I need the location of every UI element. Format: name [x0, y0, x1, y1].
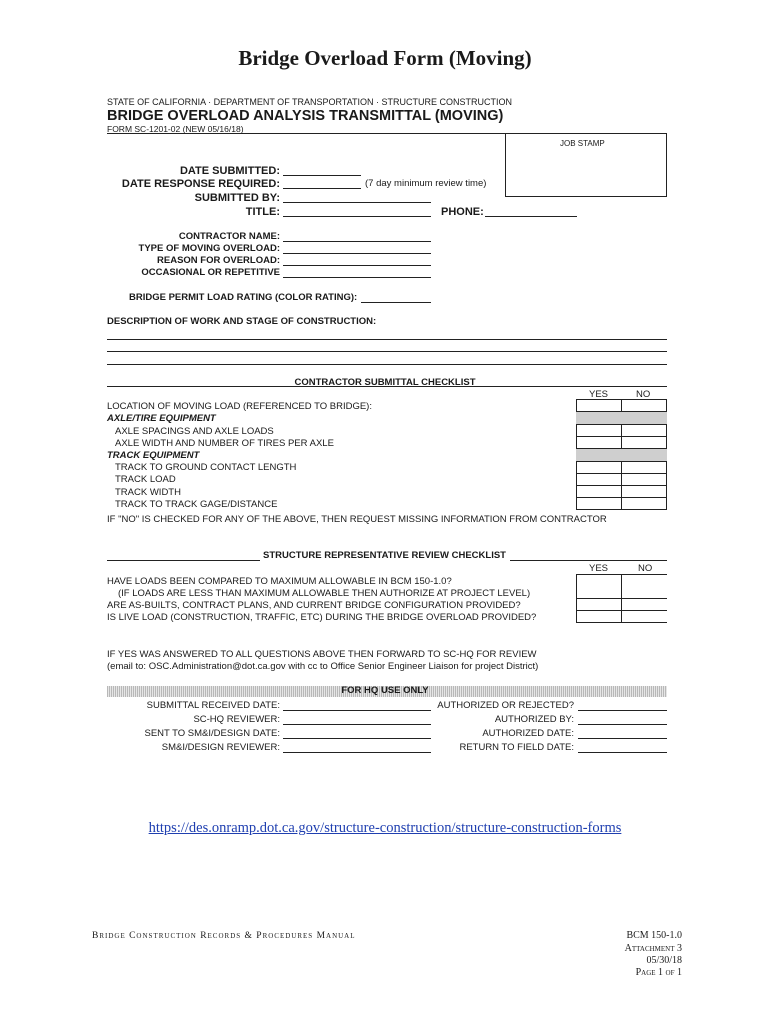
- hq-return-to-field-field[interactable]: [578, 740, 667, 753]
- structure-footer-line-2: (email to: OSC.Administration@dot.ca.gov with cc to Office Senior Engineer Liaison for project District): [107, 661, 539, 672]
- hq-smi-reviewer-field[interactable]: [283, 740, 431, 753]
- checklist-item-track-gage: TRACK TO TRACK GAGE/DISTANCE: [115, 499, 278, 510]
- submitted-by-label: SUBMITTED BY:: [194, 192, 280, 204]
- structure-no-header: NO: [638, 563, 653, 574]
- job-stamp-label: JOB STAMP: [560, 139, 605, 148]
- phone-label: PHONE:: [441, 206, 484, 218]
- moving-overload-type-label: TYPE OF MOVING OVERLOAD:: [138, 243, 280, 254]
- permit-load-rating-label: BRIDGE PERMIT LOAD RATING (COLOR RATING):: [129, 292, 358, 303]
- date-response-label: DATE RESPONSE REQUIRED:: [121, 178, 280, 190]
- footer-date: 05/30/18: [646, 955, 682, 966]
- hq-return-to-field-label: RETURN TO FIELD DATE:: [459, 742, 574, 753]
- description-line-2[interactable]: [107, 351, 667, 352]
- checklist-section-track: TRACK EQUIPMENT: [107, 450, 200, 461]
- checklist-item-axle-width: AXLE WIDTH AND NUMBER OF TIRES PER AXLE: [115, 438, 334, 449]
- checklist-item-axle-spacings: AXLE SPACINGS AND AXLE LOADS: [115, 426, 274, 437]
- hq-authorized-date-label: AUTHORIZED DATE:: [482, 728, 574, 739]
- hq-authorized-rejected-field[interactable]: [578, 698, 667, 711]
- structure-heading-rule-left: [107, 560, 260, 561]
- hq-authorized-by-label: AUTHORIZED BY:: [494, 714, 574, 725]
- no-cell-track-gage[interactable]: [621, 497, 667, 510]
- reason-for-overload-label: REASON FOR OVERLOAD:: [157, 255, 280, 266]
- hq-smi-reviewer-label: SM&I/DESIGN REVIEWER:: [161, 742, 280, 753]
- structure-item-live-load: IS LIVE LOAD (CONSTRUCTION, TRAFFIC, ETC) DURING THE BRIDGE OVERLOAD PROVIDED?: [107, 612, 537, 623]
- contractor-checklist-footer: IF "NO" IS CHECKED FOR ANY OF THE ABOVE, THEN REQUEST MISSING INFORMATION FROM CONTRACTOR: [107, 514, 607, 525]
- description-line-1[interactable]: [107, 339, 667, 340]
- hq-sc-hq-reviewer-label: SC-HQ REVIEWER:: [193, 714, 280, 725]
- structure-grid-row-3[interactable]: [576, 622, 667, 623]
- phone-field[interactable]: [485, 204, 577, 217]
- structure-yes-header: YES: [589, 563, 609, 574]
- track-section-shade: [576, 449, 667, 461]
- description-label: DESCRIPTION OF WORK AND STAGE OF CONSTRUCTION:: [107, 316, 377, 327]
- yes-cell-track-gage[interactable]: [576, 497, 622, 510]
- contractor-checklist-grid: [576, 399, 667, 511]
- form-title: BRIDGE OVERLOAD ANALYSIS TRANSMITTAL (MOVING): [107, 108, 504, 124]
- contractor-checklist-heading: CONTRACTOR SUBMITTAL CHECKLIST: [294, 377, 476, 388]
- contractor-no-header: NO: [636, 389, 651, 400]
- contractor-name-label: CONTRACTOR NAME:: [178, 231, 280, 242]
- document-title: Bridge Overload Form (Moving): [238, 46, 532, 70]
- checklist-item-location: LOCATION OF MOVING LOAD (REFERENCED TO BRIDGE):: [107, 401, 372, 412]
- hq-authorized-rejected-label: AUTHORIZED OR REJECTED?: [437, 700, 574, 711]
- hq-heading: FOR HQ USE ONLY: [341, 685, 429, 696]
- structure-checklist-grid: [576, 574, 667, 624]
- hq-submittal-received-label: SUBMITTAL RECEIVED DATE:: [146, 700, 280, 711]
- structure-footer-line-1: IF YES WAS ANSWERED TO ALL QUESTIONS ABOVE THEN FORWARD TO SC-HQ FOR REVIEW: [107, 649, 537, 660]
- title-field[interactable]: [283, 204, 431, 217]
- structure-grid-row-1[interactable]: [576, 598, 667, 599]
- yes-cell-location[interactable]: [576, 399, 622, 412]
- description-line-3[interactable]: [107, 364, 667, 365]
- date-submitted-label: DATE SUBMITTED:: [179, 165, 280, 177]
- contractor-yes-header: YES: [589, 389, 609, 400]
- hq-sent-to-smi-label: SENT TO SM&I/DESIGN DATE:: [144, 728, 280, 739]
- hq-authorized-date-field[interactable]: [578, 726, 667, 739]
- checklist-item-track-width: TRACK WIDTH: [115, 487, 181, 498]
- occasional-repetitive-label: OCCASIONAL OR REPETITIVE: [141, 267, 280, 278]
- date-submitted-field[interactable]: [283, 163, 361, 176]
- footer-page: Page 1 of 1: [635, 967, 682, 978]
- agency-line: STATE OF CALIFORNIA · DEPARTMENT OF TRANSPORTATION · STRUCTURE CONSTRUCTION: [107, 97, 513, 107]
- no-cell-location[interactable]: [621, 399, 667, 412]
- hq-sc-hq-reviewer-field[interactable]: [283, 712, 431, 725]
- occasional-repetitive-field[interactable]: [283, 265, 431, 278]
- date-response-field[interactable]: [283, 176, 361, 189]
- structure-heading-rule-right: [510, 560, 667, 561]
- hq-authorized-by-field[interactable]: [578, 712, 667, 725]
- footer-bcm: BCM 150-1.0: [626, 930, 682, 941]
- footer-manual-name: Bridge Construction Records & Procedures Manual: [92, 931, 356, 941]
- footer-attachment: Attachment 3: [624, 943, 682, 954]
- checklist-item-track-load: TRACK LOAD: [115, 474, 176, 485]
- submitted-by-field[interactable]: [283, 190, 431, 203]
- form-number: FORM SC-1201-02 (NEW 05/16/18): [107, 124, 244, 134]
- structure-item-loads-compared: HAVE LOADS BEEN COMPARED TO MAXIMUM ALLOWABLE IN BCM 150-1.0?: [107, 576, 452, 587]
- forms-link[interactable]: https://des.onramp.dot.ca.gov/structure-construction/structure-construction-forms: [148, 820, 622, 836]
- permit-load-rating-field[interactable]: [361, 290, 431, 303]
- checklist-item-track-contact: TRACK TO GROUND CONTACT LENGTH: [115, 462, 297, 473]
- hq-submittal-received-field[interactable]: [283, 698, 431, 711]
- structure-item-loads-less: (IF LOADS ARE LESS THAN MAXIMUM ALLOWABLE THEN AUTHORIZE AT PROJECT LEVEL): [118, 588, 531, 599]
- no-cell-axle-width[interactable]: [621, 436, 667, 449]
- title-label: TITLE:: [245, 206, 280, 218]
- yes-cell-axle-width[interactable]: [576, 436, 622, 449]
- hq-sent-to-smi-field[interactable]: [283, 726, 431, 739]
- structure-checklist-heading: STRUCTURE REPRESENTATIVE REVIEW CHECKLIST: [263, 550, 506, 561]
- axle-section-shade: [576, 412, 667, 424]
- checklist-section-axle: AXLE/TIRE EQUIPMENT: [107, 413, 216, 424]
- structure-item-as-builts: ARE AS-BUILTS, CONTRACT PLANS, AND CURRENT BRIDGE CONFIGURATION PROVIDED?: [107, 600, 521, 611]
- review-time-note: (7 day minimum review time): [365, 178, 487, 189]
- structure-grid-row-2[interactable]: [576, 610, 667, 611]
